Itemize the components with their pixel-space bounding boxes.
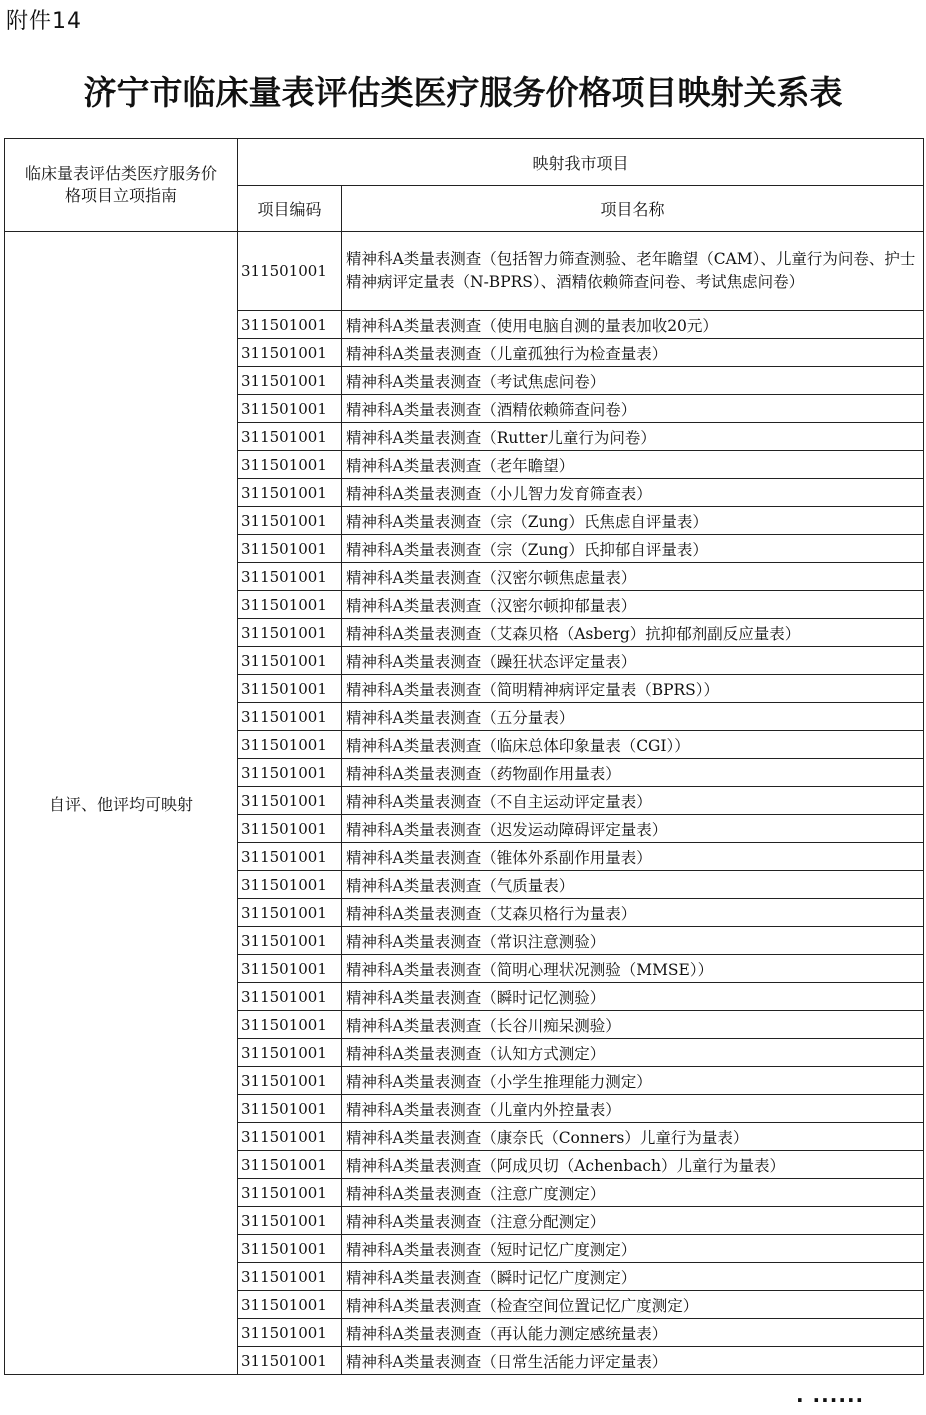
item-name-cell: 精神科A类量表测查（长谷川痴呆测验） [342, 1011, 924, 1039]
item-name-cell: 精神科A类量表测查（不自主运动评定量表） [342, 787, 924, 815]
item-code-cell: 311501001 [238, 1123, 342, 1151]
item-name-cell: 精神科A类量表测查（日常生活能力评定量表） [342, 1347, 924, 1375]
item-code-cell: 311501001 [238, 759, 342, 787]
attachment-label: 附件14 [6, 9, 82, 34]
item-code-cell: 311501001 [238, 983, 342, 1011]
header-guide: 临床量表评估类医疗服务价格项目立项指南 [5, 139, 238, 232]
item-code-cell: 311501001 [238, 535, 342, 563]
item-code-cell: 311501001 [238, 1319, 342, 1347]
item-code-cell: 311501001 [238, 451, 342, 479]
item-name-cell: 精神科A类量表测查（汉密尔顿抑郁量表） [342, 591, 924, 619]
item-code-cell: 311501001 [238, 1291, 342, 1319]
item-code-cell: 311501001 [238, 479, 342, 507]
header-item-code: 项目编码 [238, 186, 342, 232]
item-code-cell: 311501001 [238, 591, 342, 619]
item-name-cell: 精神科A类量表测查（注意广度测定） [342, 1179, 924, 1207]
item-name-cell: 精神科A类量表测查（再认能力测定感统量表） [342, 1319, 924, 1347]
item-name-cell: 精神科A类量表测查（迟发运动障碍评定量表） [342, 815, 924, 843]
item-code-cell: 311501001 [238, 395, 342, 423]
item-name-cell: 精神科A类量表测查（锥体外系副作用量表） [342, 843, 924, 871]
item-name-cell: 精神科A类量表测查（儿童内外控量表） [342, 1095, 924, 1123]
item-code-cell: 311501001 [238, 311, 342, 339]
mapping-table [4, 138, 924, 1375]
item-name-cell: 精神科A类量表测查（瞬时记忆广度测定） [342, 1263, 924, 1291]
item-name-cell: 精神科A类量表测查（康奈氏（Conners）儿童行为量表） [342, 1123, 924, 1151]
item-name-cell: 精神科A类量表测查（老年瞻望） [342, 451, 924, 479]
item-name-cell: 精神科A类量表测查（酒精依赖筛查问卷） [342, 395, 924, 423]
item-name-cell: 精神科A类量表测查（检查空间位置记忆广度测定） [342, 1291, 924, 1319]
item-code-cell: 311501001 [238, 731, 342, 759]
guide-cell: 自评、他评均可映射 [5, 232, 238, 1375]
item-code-cell: 311501001 [238, 843, 342, 871]
table-body [5, 232, 924, 1375]
item-code-cell: 311501001 [238, 1235, 342, 1263]
item-code-cell: 311501001 [238, 423, 342, 451]
item-name-cell: 精神科A类量表测查（包括智力筛查测验、老年瞻望（CAM）、儿童行为问卷、护士精神病评定量表（N-BPRS）、酒精依赖筛查问卷、考试焦虑问卷） [342, 232, 924, 311]
item-name-cell: 精神科A类量表测查（小儿智力发育筛查表） [342, 479, 924, 507]
item-code-cell: 311501001 [238, 927, 342, 955]
item-name-cell: 精神科A类量表测查（瞬时记忆测验） [342, 983, 924, 1011]
item-name-cell: 精神科A类量表测查（气质量表） [342, 871, 924, 899]
header-mapped-items: 映射我市项目 [238, 139, 924, 186]
item-code-cell: 311501001 [238, 339, 342, 367]
item-name-cell: 精神科A类量表测查（小学生推理能力测定） [342, 1067, 924, 1095]
header-item-name: 项目名称 [342, 186, 924, 232]
item-name-cell: 精神科A类量表测查（宗（Zung）氏抑郁自评量表） [342, 535, 924, 563]
item-name-cell: 精神科A类量表测查（认知方式测定） [342, 1039, 924, 1067]
continuation-dots: · ······ [796, 1388, 865, 1412]
item-name-cell: 精神科A类量表测查（五分量表） [342, 703, 924, 731]
item-code-cell: 311501001 [238, 1347, 342, 1375]
item-code-cell: 311501001 [238, 232, 342, 311]
item-code-cell: 311501001 [238, 1039, 342, 1067]
item-name-cell: 精神科A类量表测查（常识注意测验） [342, 927, 924, 955]
item-name-cell: 精神科A类量表测查（注意分配测定） [342, 1207, 924, 1235]
item-name-cell: 精神科A类量表测查（艾森贝格（Asberg）抗抑郁剂副反应量表） [342, 619, 924, 647]
document-title: 济宁市临床量表评估类医疗服务价格项目映射关系表 [83, 73, 843, 112]
item-code-cell: 311501001 [238, 1067, 342, 1095]
item-code-cell: 311501001 [238, 955, 342, 983]
item-code-cell: 311501001 [238, 815, 342, 843]
table-row [5, 232, 924, 311]
item-code-cell: 311501001 [238, 787, 342, 815]
item-code-cell: 311501001 [238, 619, 342, 647]
item-code-cell: 311501001 [238, 1095, 342, 1123]
item-code-cell: 311501001 [238, 871, 342, 899]
item-code-cell: 311501001 [238, 1207, 342, 1235]
item-code-cell: 311501001 [238, 1151, 342, 1179]
item-code-cell: 311501001 [238, 703, 342, 731]
item-code-cell: 311501001 [238, 563, 342, 591]
item-name-cell: 精神科A类量表测查（儿童孤独行为检查量表） [342, 339, 924, 367]
item-name-cell: 精神科A类量表测查（阿成贝切（Achenbach）儿童行为量表） [342, 1151, 924, 1179]
item-code-cell: 311501001 [238, 1179, 342, 1207]
item-name-cell: 精神科A类量表测查（简明精神病评定量表（BPRS）） [342, 675, 924, 703]
item-code-cell: 311501001 [238, 899, 342, 927]
item-name-cell: 精神科A类量表测查（药物副作用量表） [342, 759, 924, 787]
item-code-cell: 311501001 [238, 367, 342, 395]
item-code-cell: 311501001 [238, 647, 342, 675]
item-code-cell: 311501001 [238, 507, 342, 535]
item-code-cell: 311501001 [238, 675, 342, 703]
item-name-cell: 精神科A类量表测查（短时记忆广度测定） [342, 1235, 924, 1263]
item-name-cell: 精神科A类量表测查（考试焦虑问卷） [342, 367, 924, 395]
item-name-cell: 精神科A类量表测查（艾森贝格行为量表） [342, 899, 924, 927]
item-name-cell: 精神科A类量表测查（简明心理状况测验（MMSE）） [342, 955, 924, 983]
item-code-cell: 311501001 [238, 1011, 342, 1039]
item-name-cell: 精神科A类量表测查（躁狂状态评定量表） [342, 647, 924, 675]
item-name-cell: 精神科A类量表测查（宗（Zung）氏焦虑自评量表） [342, 507, 924, 535]
item-name-cell: 精神科A类量表测查（临床总体印象量表（CGI）） [342, 731, 924, 759]
item-name-cell: 精神科A类量表测查（汉密尔顿焦虑量表） [342, 563, 924, 591]
item-name-cell: 精神科A类量表测查（使用电脑自测的量表加收20元） [342, 311, 924, 339]
item-name-cell: 精神科A类量表测查（Rutter儿童行为问卷） [342, 423, 924, 451]
item-code-cell: 311501001 [238, 1263, 342, 1291]
